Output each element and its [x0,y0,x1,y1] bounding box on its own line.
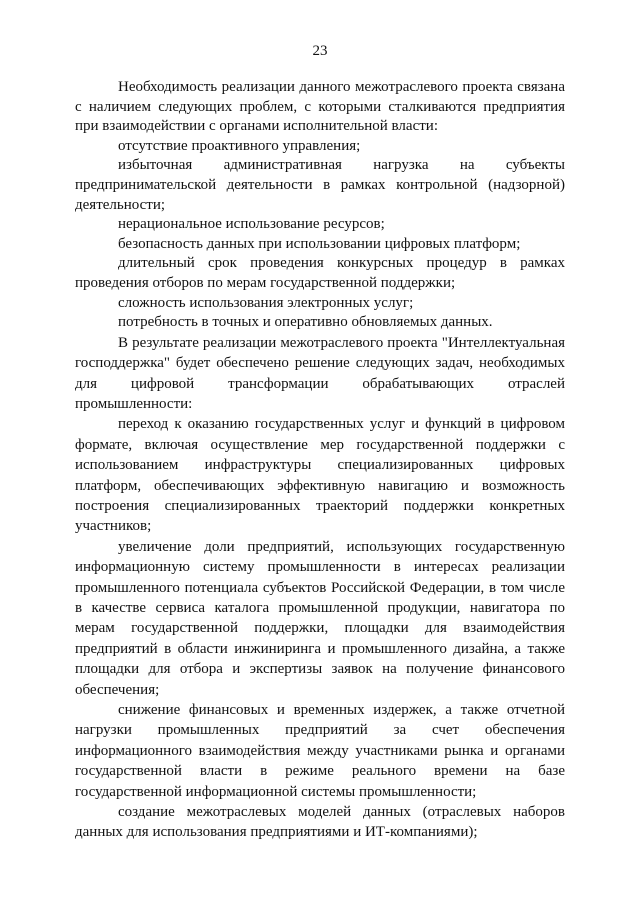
document-body [75,78,565,843]
problem-item: сложность использования электронных услуг; [118,294,414,311]
problem-item: потребность в точных и оперативно обновляемых данных. [118,314,493,331]
problem-item: длительный срок проведения конкурсных процедур в рамках проведения отборов по мерам государственной поддержки; [75,255,565,291]
paragraph-intro: Необходимость реализации данного межотраслевого проекта связана с наличием следующих проблем, с которыми сталкиваются предприятия при взаимодействии с органами исполнительной власти: [75,79,565,135]
task-item: снижение финансовых и временных издержек, а также отчетной нагрузки промышленных предприятий за счет обеспечения информационного взаимодействия между участниками рынка и органами государственной власти в режиме реального времени на базе государственной информационной системы промышленности; [75,702,565,800]
paragraph-result: В результате реализации межотраслевого проекта "Интеллектуальная господдержка" будет обеспечено решение следующих задач, необходимых для цифровой трансформации обрабатывающих отраслей промышленности: [75,334,565,412]
task-item: увеличение доли предприятий, использующих государственную информационную систему промышленности в интересах реализации промышленного потенциала субъектов Российской Федерации, в том числе в качестве сервиса каталога промышленной продукции, навигатора по мерам государственной поддержки, площадки для взаимодействия предприятий в области инжиниринга и промышленного дизайна, а также площадки для отбора и экспертизы заявок на получение финансового обеспечения; [75,538,565,698]
problem-item: избыточная административная нагрузка на субъекты предпринимательской деятельности в рамках контрольной (надзорной) деятельности; [75,157,565,213]
task-item: переход к оказанию государственных услуг и функций в цифровом формате, включая осуществление мер государственной поддержки с использованием инфраструктуры специализированных цифровых платформ, обеспечивающих эффективную навигацию и возможность построения специализированных траекторий поддержки конкретных участников; [75,416,565,535]
task-item: создание межотраслевых моделей данных (отраслевых наборов данных для использования предприятиями и ИТ-компаниями); [75,804,565,841]
page-number: 23 [312,43,328,59]
problem-item: безопасность данных при использовании цифровых платформ; [118,235,521,252]
problem-item: отсутствие проактивного управления; [118,137,361,154]
problem-item: нерациональное использование ресурсов; [118,216,385,233]
